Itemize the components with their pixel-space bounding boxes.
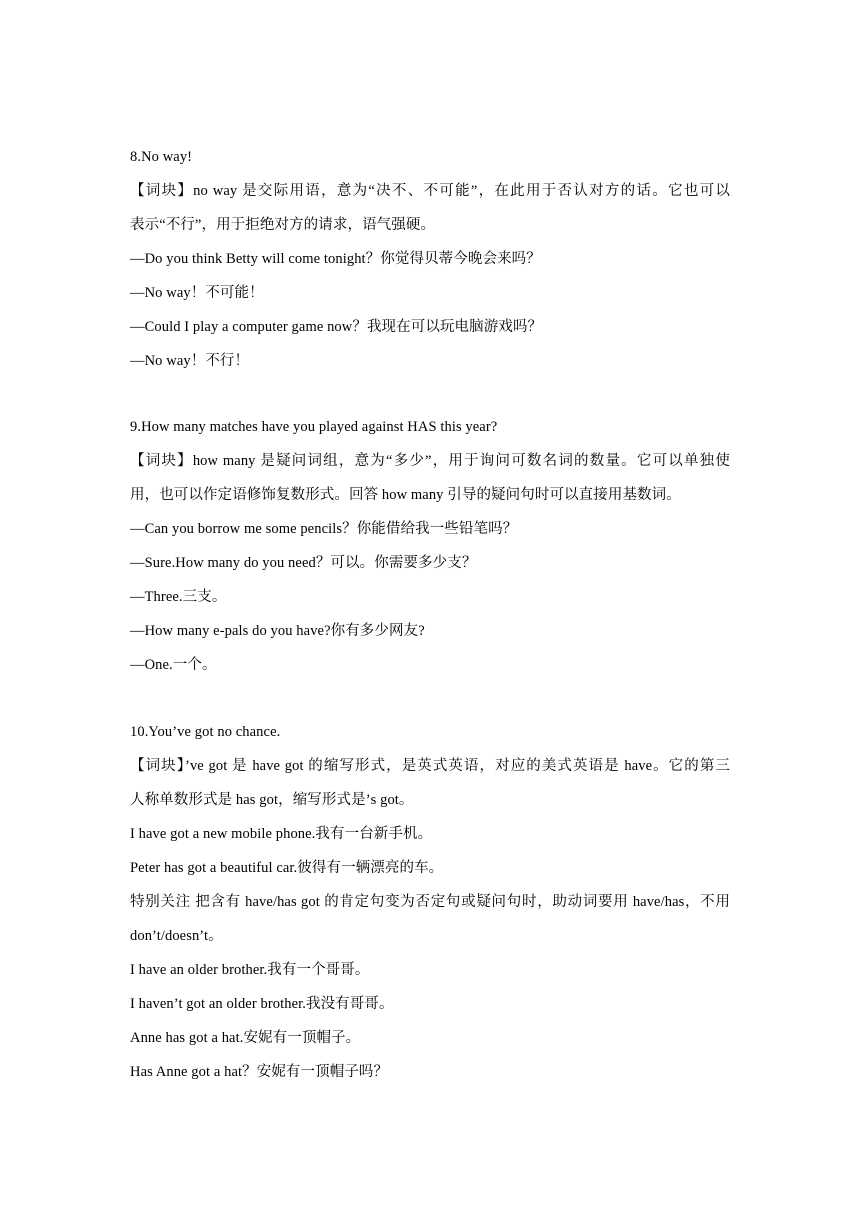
example-line: —Do you think Betty will come tonight？你觉得贝蒂今晚会来吗？ <box>130 251 541 267</box>
example-line: —Can you borrow me some pencils？你能借给我一些铅笔吗？ <box>130 521 518 537</box>
example-line: Peter has got a beautiful car.彼得有一辆漂亮的车。 <box>130 860 444 876</box>
example-line: —Three.三支。 <box>130 589 227 605</box>
section-how-many <box>130 417 730 689</box>
explanation-line: 【词块】’ve got 是 have got 的缩写形式，是英式英语，对应的美式英语是 have。它的第三 <box>130 758 730 774</box>
note-line: 特别关注 把含有 have/has got 的肯定句变为否定句或疑问句时，助动词要用 have/has，不用 <box>130 894 730 910</box>
explanation-line: 用，也可以作定语修饰复数形式。回答 how many 引导的疑问句时可以直接用基数词。 <box>130 487 681 503</box>
section-no-way <box>130 147 730 385</box>
section-heading: 9.How many matches have you played against HAS this year? <box>130 419 498 435</box>
section-heading: 10.You’ve got no chance. <box>130 724 281 740</box>
example-line: —Sure.How many do you need？可以。你需要多少支？ <box>130 555 477 571</box>
example-line: I have got a new mobile phone.我有一台新手机。 <box>130 826 433 842</box>
example-line: —Could I play a computer game now？我现在可以玩电脑游戏吗？ <box>130 319 543 335</box>
example-line: I have an older brother.我有一个哥哥。 <box>130 962 370 978</box>
example-line: —One.一个。 <box>130 657 217 673</box>
section-got-no-chance <box>130 722 730 1096</box>
explanation-line: 【词块】how many 是疑问词组，意为“多少”，用于询问可数名词的数量。它可以单独使 <box>130 453 730 469</box>
section-heading: 8.No way! <box>130 149 193 165</box>
example-line: —No way！不行！ <box>130 353 250 369</box>
explanation-line: 表示“不行”，用于拒绝对方的请求，语气强硬。 <box>130 217 436 233</box>
example-line: I haven’t got an older brother.我没有哥哥。 <box>130 996 394 1012</box>
example-line: Anne has got a hat.安妮有一顶帽子。 <box>130 1030 361 1046</box>
explanation-line: 【词块】no way 是交际用语，意为“决不、不可能”，在此用于否认对方的话。它也可以 <box>130 183 730 199</box>
example-line: —How many e-pals do you have?你有多少网友? <box>130 623 425 639</box>
example-line: Has Anne got a hat？安妮有一顶帽子吗？ <box>130 1064 389 1080</box>
example-line: —No way！不可能！ <box>130 285 264 301</box>
explanation-line: 人称单数形式是 has got，缩写形式是’s got。 <box>130 792 414 808</box>
note-line: don’t/doesn’t。 <box>130 928 223 944</box>
